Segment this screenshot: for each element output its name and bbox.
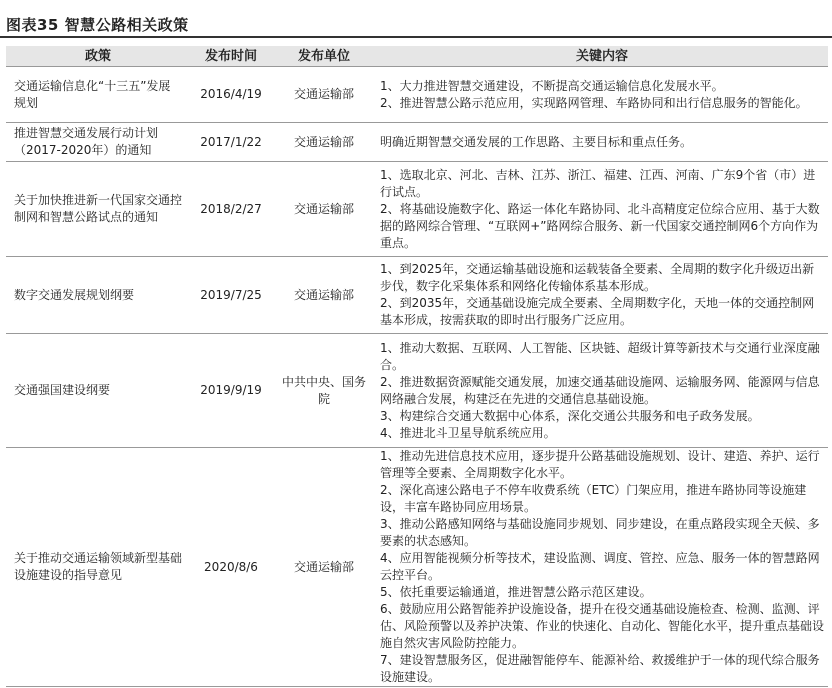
content-item: 6、鼓励应用公路智能养护设施设备，提升在役交通基础设施检查、检测、监测、评估、风险预警以及养护决策、作业的快速化、自动化、智能化水平，提升重点基础设施自然灾害风险防控能力。 — [380, 602, 825, 650]
policy-name: 交通运输信息化“十三五”发展规划 — [6, 67, 190, 123]
content-item: 7、建设智慧服务区，促进融智能停车、能源补给、救援维护于一体的现代综合服务设施建设。 — [380, 653, 820, 684]
content-item: 2、到2035年，交通基础设施完成全要素、全周期数字化，天地一体的交通控制网基本形成，按需获取的即时出行服务广泛应用。 — [380, 296, 815, 327]
policy-table — [6, 46, 828, 687]
content-item: 1、到2025年，交通运输基础设施和运载装备全要素、全周期的数字化升级迈出新步伐，数字化采集体系和网络化传输体系基本形成。 — [380, 262, 815, 293]
content-item: 2、将基础设施数字化、路运一体化车路协同、北斗高精度定位综合应用、基于大数据的路网综合管理、“互联网+”路网综合服务、新一代国家交通控制网6个方向作为重点。 — [380, 201, 820, 250]
content-item: 5、依托重要运输通道，推进智慧公路示范区建设。 — [380, 585, 652, 599]
content-item: 1、推动大数据、互联网、人工智能、区块链、超级计算等新技术与交通行业深度融合。 — [380, 340, 820, 372]
policy-name: 关于加快推进新一代国家交通控制网和智慧公路试点的通知 — [6, 162, 190, 257]
content-item: 1、选取北京、河北、吉林、江苏、浙江、福建、江西、河南、广东9个省（市）进行试点。 — [380, 167, 816, 199]
key-content — [376, 448, 828, 687]
content-item: 3、构建综合交通大数据中心体系，深化交通公共服务和电子政务发展。 — [380, 408, 760, 423]
key-content — [376, 334, 828, 448]
content-item: 2、深化高速公路电子不停车收费系统（ETC）门架应用，推进车路协同等设施建设，丰富车路协同应用场景。 — [380, 483, 807, 514]
publisher: 交通运输部 — [272, 448, 376, 687]
content-item: 4、应用智能视频分析等技术，建设监测、调度、管控、应急、服务一体的智慧路网云控平台。 — [380, 551, 820, 582]
key-content — [376, 257, 828, 334]
publisher: 交通运输部 — [272, 162, 376, 257]
publish-date: 2019/7/25 — [190, 257, 272, 334]
policy-name: 推进智慧交通发展行动计划（2017-2020年）的通知 — [6, 123, 190, 162]
policy-name: 关于推动交通运输领域新型基础设施建设的指导意见 — [6, 448, 190, 687]
publisher: 交通运输部 — [272, 67, 376, 123]
content-item: 2、推进智慧公路示范应用，实现路网管理、车路协同和出行信息服务的智能化。 — [380, 95, 808, 110]
table-row — [6, 257, 828, 334]
table-row — [6, 123, 828, 162]
table-row — [6, 67, 828, 123]
content-item: 4、推进北斗卫星导航系统应用。 — [380, 425, 556, 440]
publish-date: 2018/2/27 — [190, 162, 272, 257]
figure-title-bar — [0, 12, 832, 38]
policy-name: 数字交通发展规划纲要 — [6, 257, 190, 334]
key-content — [376, 162, 828, 257]
publish-date: 2019/9/19 — [190, 334, 272, 448]
content-item: 3、推动公路感知网络与基础设施同步规划、同步建设，在重点路段实现全天候、多要素的状态感知。 — [380, 517, 820, 548]
content-item: 明确近期智慧交通发展的工作思路、主要目标和重点任务。 — [380, 134, 693, 149]
content-item: 1、推动先进信息技术应用，逐步提升公路基础设施规划、设计、建造、养护、运行管理等全要素、全周期数字化水平。 — [380, 449, 820, 480]
content-item: 1、大力推进智慧交通建设，不断提高交通运输信息化发展水平。 — [380, 78, 724, 93]
key-content — [376, 123, 828, 162]
policy-name: 交通强国建设纲要 — [6, 334, 190, 448]
header-date: 发布时间 — [190, 46, 272, 67]
table-row — [6, 448, 828, 687]
content-item: 2、推进数据资源赋能交通发展，加速交通基础设施网、运输服务网、能源网与信息网络融合发展，构建泛在先进的交通信息基础设施。 — [380, 374, 820, 406]
key-content — [376, 67, 828, 123]
publisher: 交通运输部 — [272, 257, 376, 334]
publish-date: 2017/1/22 — [190, 123, 272, 162]
publisher: 交通运输部 — [272, 123, 376, 162]
table-row — [6, 162, 828, 257]
table-row — [6, 334, 828, 448]
table-header-row — [6, 46, 828, 67]
publisher: 中共中央、国务院 — [272, 334, 376, 448]
publish-date: 2020/8/6 — [190, 448, 272, 687]
figure-title: 图表35 智慧公路相关政策 — [6, 16, 189, 34]
publish-date: 2016/4/19 — [190, 67, 272, 123]
header-policy: 政策 — [6, 46, 190, 67]
header-org: 发布单位 — [272, 46, 376, 67]
header-content: 关键内容 — [376, 46, 828, 67]
